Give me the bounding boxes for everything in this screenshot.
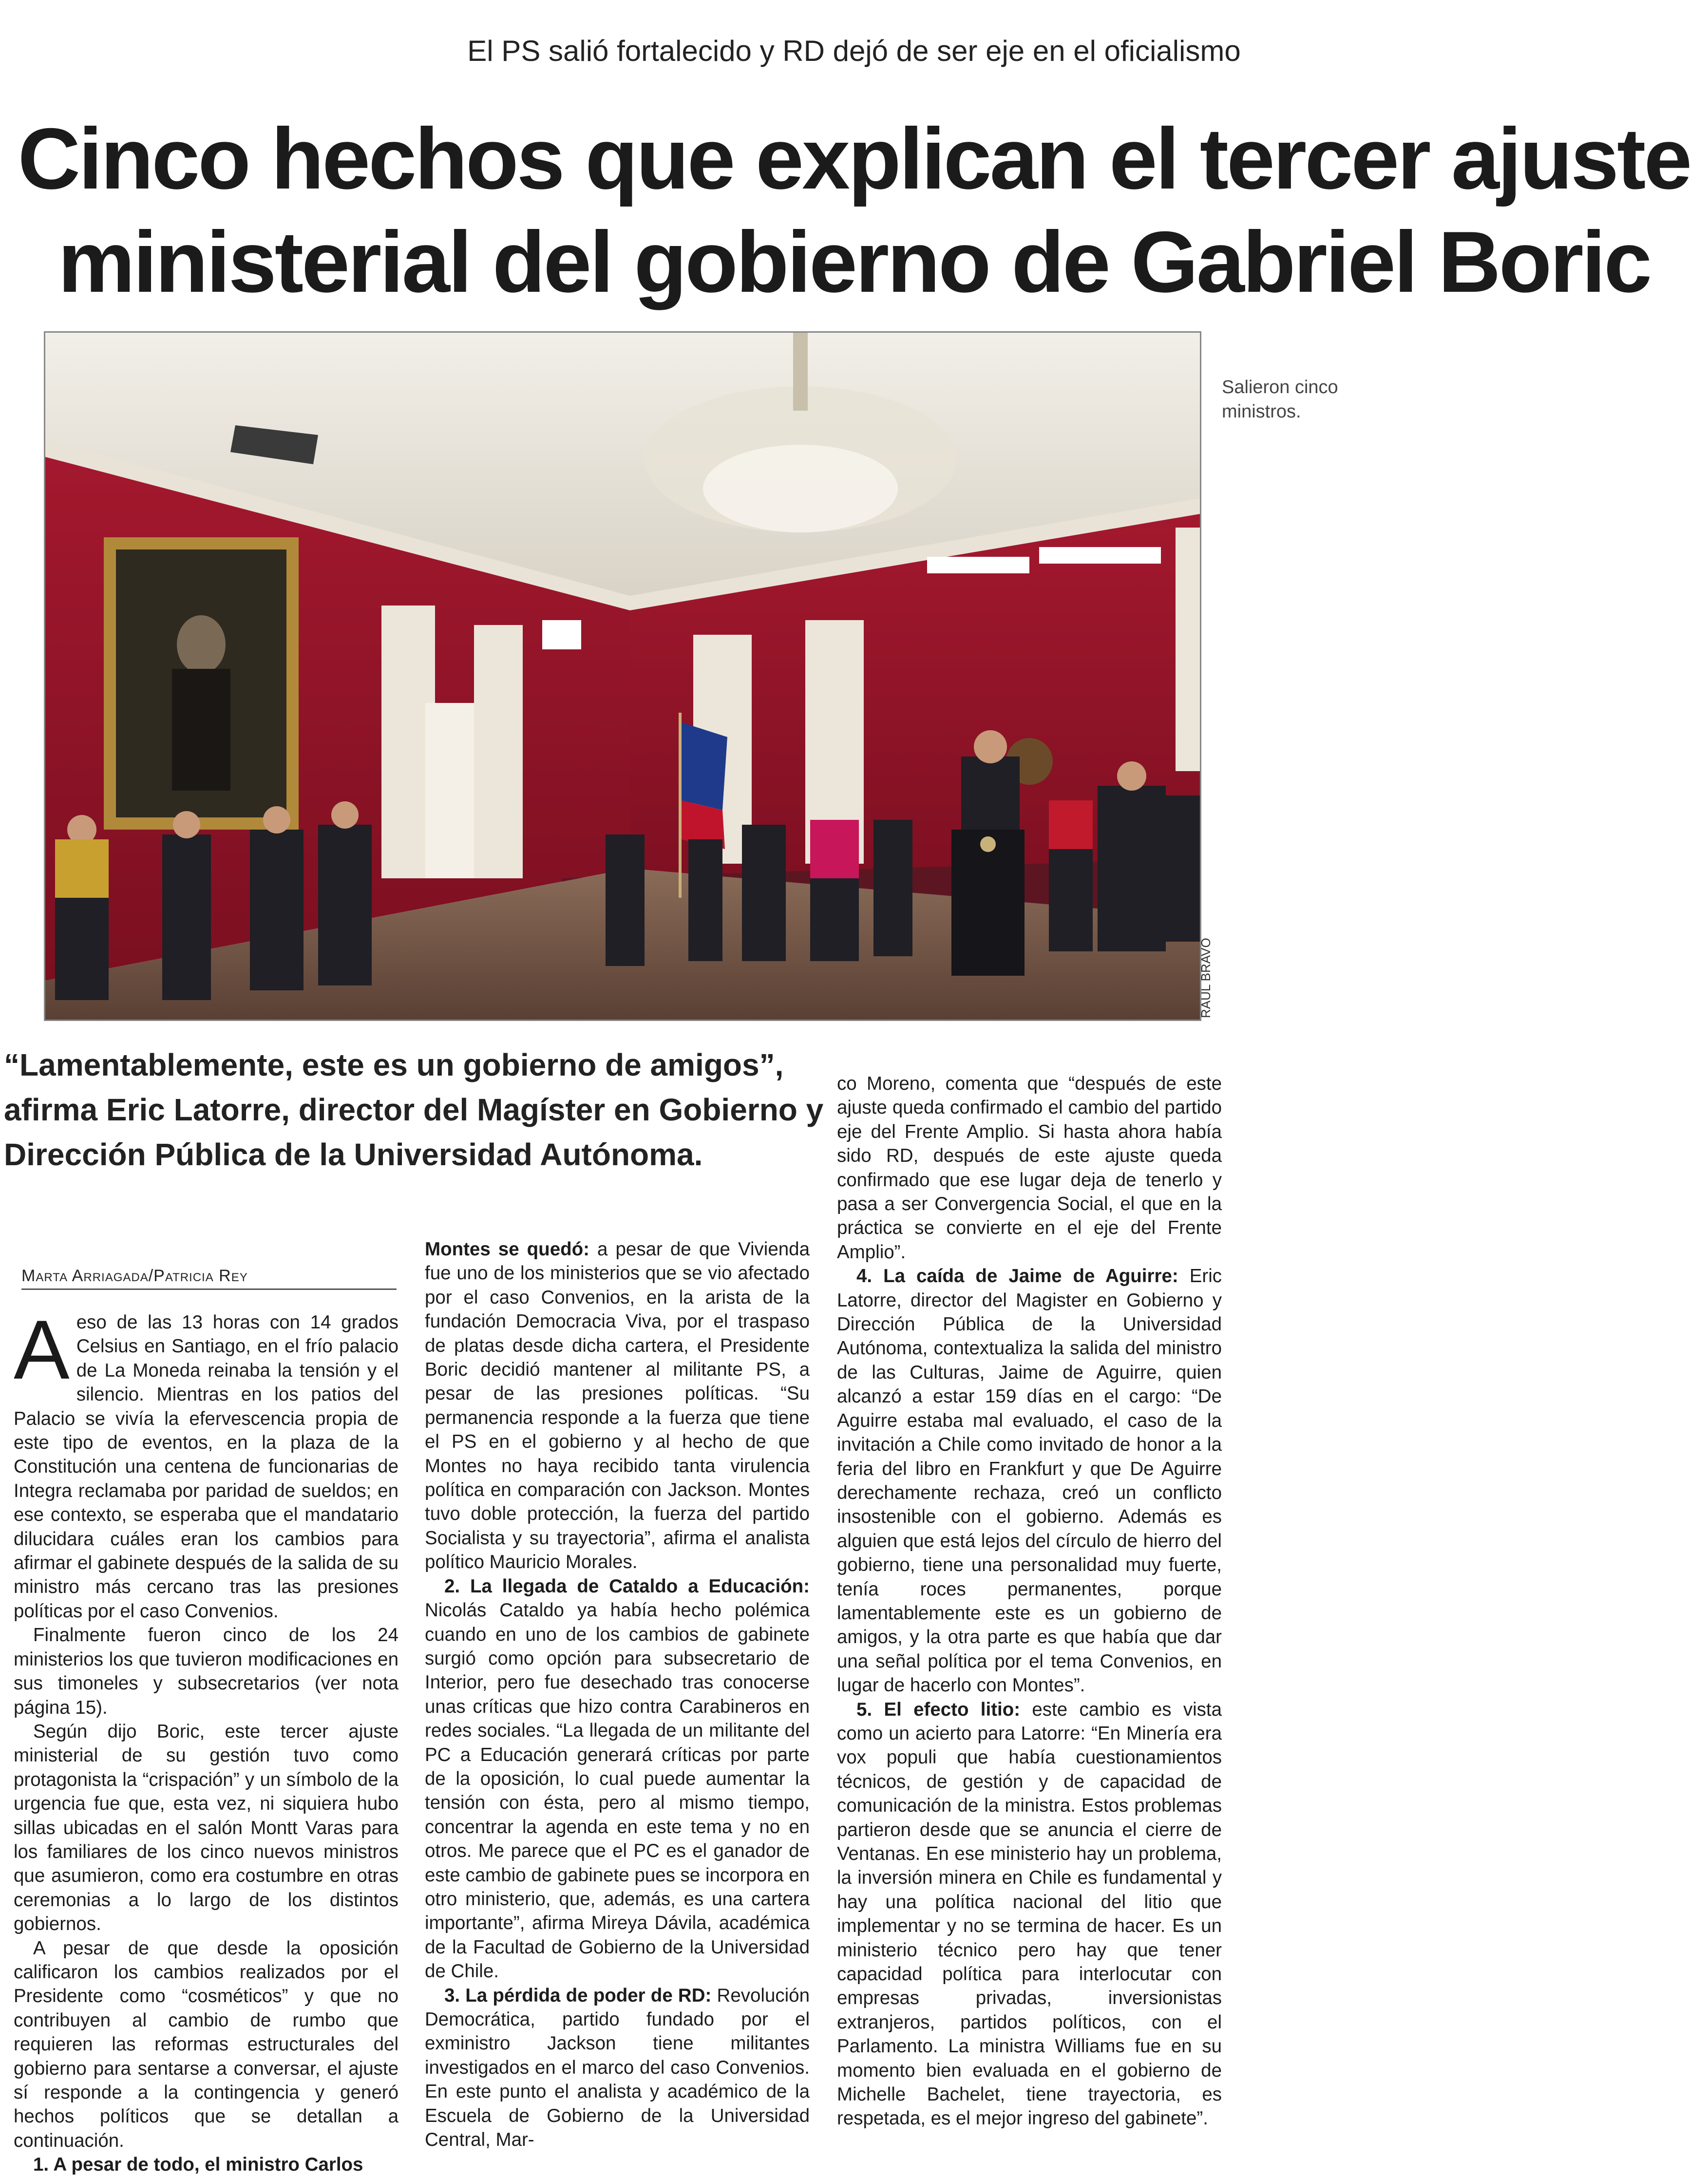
- headline: [0, 107, 1708, 314]
- drop-cap: A: [14, 1303, 70, 1397]
- paragraph: Según dijo Boric, este tercer ajuste ministerial de su gestión tuvo como protagonista la “crispación” y un símbolo de la urgencia fue que, esta vez, ni siquiera hubo sillas ubicadas en el salón Montt Varas para los familiares de los cinco nuevos ministros que asumieron, como era costumbre en otras ceremonias a lo largo de los distintos gobiernos.: [14, 1721, 399, 1935]
- paragraph: Finalmente fueron cinco de los 24 ministerios los que tuvieron modificaciones en sus timoneles y subsecretarios (ver nota página 15).: [14, 1625, 399, 1718]
- section-heading-5: 5. El efecto litio:: [856, 1699, 1021, 1720]
- photo-credit: RAUL BRAVO: [1198, 938, 1213, 1018]
- lead-paragraph: Aeso de las 13 horas con 14 grados Celsius en Santiago, en el frío palacio de La Moneda reinaba la tensión y el silencio. Mientras en los patios del Palacio se vivía la efervescencia propia de este tipo de eventos, en la plaza de la Constitución una centena de funcionarias de Integra reclamaba por paridad de sueldos; en ese contexto, se esperaba que el mandatario dilucidara cuáles eran los cambios para afirmar el gabinete después de la salida de su ministro más cercano tras las presiones políticas por el caso Convenios.: [14, 1303, 399, 1622]
- paragraph: A pesar de que desde la oposición calificaron los cambios realizados por el Presidente como “cosméticos” y que no contribuyen al cambio de rumbo que requieren las reformas estructurales del gobierno para sentarse a conversar, el ajuste sí responde a la contingencia y generó hechos políticos que se detallan a continuación.: [14, 1937, 399, 2151]
- column-1: [14, 1303, 399, 2177]
- paragraph: 5. El efecto litio: este cambio es vista como un acierto para Latorre: “En Minería era vox populi que había cuestionamientos técnicos, de gestión y de capacidad de comunicación de la ministra. Estos problemas partieron desde que se anuncia el cierre de Ventanas. En ese ministerio hay un problema, la inversión minera en Chile es fundamental y hay una política nacional del litio que implementar y no se termina de hacer. Es un ministerio técnico pero hay que tener capacidad política para interlocutar con empresas privadas, inversionistas extranjeros, partidos políticos, con el Parlamento. La ministra Williams fue en su momento bien evaluada en el gobierno de Michelle Bachelet, tiene trayectoria, es respetada, es el mejor ingreso del gabinete”.: [837, 1699, 1222, 2129]
- headline-line-1: Cinco hechos que explican el tercer ajuste: [18, 110, 1690, 207]
- byline-text: Marta Arriagada/Patricia Rey: [21, 1267, 248, 1285]
- paragraph: 3. La pérdida de poder de RD: Revolución Democrática, partido fundado por el exministro Jackson tiene militantes investigados en el marco del caso Convenios. En este punto el analista y académico de la Escuela de Gobierno de la Universidad Central, Mar-: [425, 1985, 810, 2151]
- deck-quote: “Lamentablemente, este es un gobierno de amigos”, afirma Eric Latorre, director del Magíster en Gobierno y Dirección Pública de la Universidad Autónoma.: [4, 1047, 824, 1172]
- column-2: [425, 1237, 810, 2152]
- section-heading-1-cont: Montes se quedó:: [425, 1239, 589, 1260]
- news-photo: [44, 331, 1201, 1021]
- section-heading-3: 3. La pérdida de poder de RD:: [444, 1985, 712, 2006]
- section-heading-2: 2. La llegada de Cataldo a Educación:: [444, 1575, 810, 1597]
- byline: [21, 1267, 397, 1290]
- paragraph: 4. La caída de Jaime de Aguirre: Eric Latorre, director del Magister en Gobierno y Dirección Pública de la Universidad Autónoma, contextualiza la salida del ministro de las Culturas, Jaime de Aguirre, quien alcanzó a estar 159 días en el cargo: “De Aguirre estaba mal evaluado, el caso de la invitación a Chile como invitado de honor a la feria del libro en Frankfurt y que De Aguirre derechamente rechaza, creó un conflicto insostenible con el gobierno. Además es alguien que está lejos del círculo de hierro del gobierno, tiene una personalidad muy fuerte, tenía roces permanentes, porque lamentablemente este es un gobierno de amigos, y la otra parte es que había que dar una señal política por el tema Convenios, en lugar de hacerlo con Montes”.: [837, 1266, 1222, 1696]
- photo-caption: Salieron cinco ministros.: [1222, 377, 1338, 422]
- kicker: El PS salió fortalecido y RD dejó de ser eje en el oficialismo: [467, 35, 1241, 67]
- paragraph: Montes se quedó: a pesar de que Vivienda fue uno de los ministerios que se vio afectado por el caso Convenios, en la arista de la fundación Democracia Viva, por el traspaso de platas desde dicha cartera, el Presidente Boric decidió mantener al militante PS, a pesar de las presiones políticas. “Su permanencia responde a la fuerza que tiene el PS en el gobierno y al hecho de que Montes no haya recibido tanta virulencia política en comparación con Jackson. Montes tuvo doble protección, la fuerza del partido Socialista y su trayectoria”, afirma el analista político Mauricio Morales.: [425, 1239, 810, 1573]
- paragraph: co Moreno, comenta que “después de este ajuste queda confirmado el cambio del partido eje del Frente Amplio. Si hasta ahora había sido RD, después de este ajuste queda confirmado que ese lugar deja de tenerlo y pasa a ser Convergencia Social, el que en la práctica se convierte en el eje del Frente Amplio”.: [837, 1073, 1222, 1263]
- section-heading-1: 1. A pesar de todo, el ministro Carlos: [33, 2154, 363, 2176]
- paragraph: 2. La llegada de Cataldo a Educación: Nicolás Cataldo ya había hecho polémica cuando en uno de los cambios de gabinete surgió como opción para subsecretario de Interior, pero fue desechado tras conocerse unas críticas que hizo contra Carabineros en redes sociales. “La llegada de un militante del PC a Educación generará críticas por parte de la oposición, lo cual puede aumentar la tensión con ésta, pero al mismo tiempo, concentrar la agenda en este tema y no en otros. Me parece que el PC es el ganador de este cambio de gabinete pues se incorpora en otro ministerio, que, además, es una cartera importante”, afirma Mireya Dávila, académica de la Facultad de Gobierno de la Universidad de Chile.: [425, 1575, 810, 1982]
- column-3: [837, 1072, 1222, 2131]
- headline-line-2: ministerial del gobierno de Gabriel Boric: [57, 213, 1651, 310]
- section-heading-4: 4. La caída de Jaime de Aguirre:: [856, 1266, 1178, 1287]
